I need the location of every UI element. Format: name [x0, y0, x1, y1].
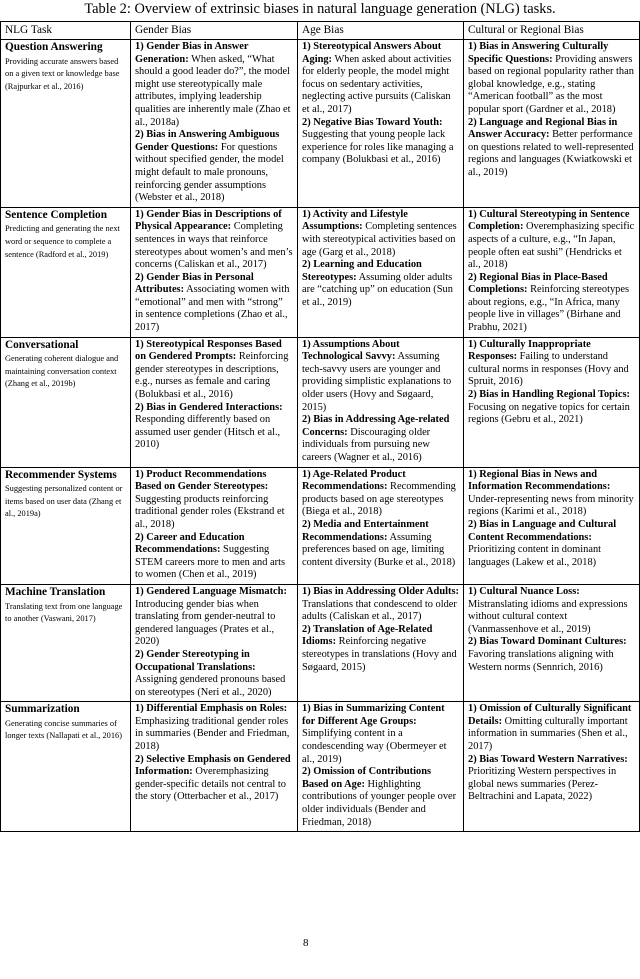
task-cell — [1, 584, 131, 701]
bias-entry — [302, 41, 459, 117]
bias-entry-label: 2) Regional Bias in Place-Based Completions: — [468, 271, 608, 296]
bias-entry-label: 2) Gender Stereotyping in Occupational Translations: — [135, 648, 256, 673]
bias-entry — [302, 209, 459, 259]
bias-entry-label: 2) Bias Toward Dominant Cultures: — [468, 636, 627, 648]
bias-entry-text: Overemphasizing specific aspects of a culture, e.g., “In Japan, people often eat sushi” (Hendricks et al., 2018) — [468, 221, 635, 271]
table-row — [1, 467, 640, 584]
bias-entry-label: 2) Gender Bias in Personal Attributes: — [135, 271, 254, 296]
task-description: Suggesting personalized content or items based on user data (Zhang et al., 2019a) — [5, 484, 123, 519]
bias-entry — [302, 414, 459, 464]
bias-entry-label: 2) Bias Toward Western Narratives: — [468, 753, 628, 765]
task-title: Recommender Systems — [5, 468, 117, 481]
bias-entry — [302, 519, 459, 569]
bias-entry-text: Better performance on questions related to well-represented regions and languages (Kwiatkowski et al., 2019) — [468, 129, 634, 178]
bias-entry-text: When asked, “What should a good leader do?”, the model might use stereotypically male attributes, implying leadership qualities are inherently male (Zhao et al., 2018a) — [135, 53, 291, 128]
bias-entry — [135, 586, 293, 649]
bias-entry-text: Assuming tech-savvy users are younger and providing simplistic explanations to older users (Hovy and Søgaard, 2015) — [302, 351, 452, 413]
bias-entry-label: 2) Omission of Contributions Based on Age: — [302, 766, 432, 790]
gender-bias-cell — [131, 584, 298, 701]
table-row — [1, 40, 640, 208]
bias-entry-text: Assigning gendered pronouns based on stereotypes (Neri et al., 2020) — [135, 674, 286, 698]
task-description: Providing accurate answers based on a given text or knowledge base (Rajpurkar et al., 2016) — [5, 56, 120, 91]
bias-entry — [135, 703, 293, 753]
bias-entry-text: Reinforcing stereotypes about regions, e.g., “In Africa, many people live in villages” (Birhane and Prabhu, 2021) — [468, 284, 630, 334]
bias-entry-label: 2) Negative Bias Toward Youth: — [302, 116, 443, 128]
bias-entry-text: Assuming preferences based on age, limiting content diversity (Burke et al., 2018) — [302, 531, 456, 568]
bias-entry — [468, 754, 635, 804]
table-row — [1, 702, 640, 832]
table-body — [1, 40, 640, 832]
bias-entry-text: Discouraging older individuals from pursuing new careers (Wagner et al., 2016) — [302, 426, 431, 463]
bias-entry — [135, 402, 293, 452]
bias-entry — [468, 41, 635, 117]
bias-entry-label: 1) Stereotypical Answers About Aging: — [302, 41, 442, 65]
gender-bias-cell — [131, 40, 298, 208]
gender-bias-cell — [131, 337, 298, 467]
task-title: Summarization — [5, 703, 80, 716]
bias-entry-text: Suggesting STEM careers more to men and arts to women (Chen et al., 2019) — [135, 544, 286, 581]
gender-bias-cell — [131, 467, 298, 584]
bias-entry — [135, 41, 293, 129]
bias-entry — [135, 339, 293, 402]
gender-bias-cell — [131, 702, 298, 832]
bias-entry — [302, 259, 459, 309]
bias-entry — [468, 469, 635, 519]
bias-entry-label: 2) Language and Regional Bias in Answer Accuracy: — [468, 116, 618, 141]
bias-entry-text: Highlighting contributions of younger people over older individuals (Bender and Friedman, 2018) — [302, 778, 457, 828]
bias-entry-label: 2) Learning and Education Stereotypes: — [302, 259, 422, 283]
bias-entry-label: 2) Career and Education Recommendations: — [135, 531, 245, 556]
table-row — [1, 584, 640, 701]
bias-entry — [468, 519, 635, 569]
bias-entry — [135, 754, 293, 804]
bias-entry-text: Under-representing news from minority regions (Karimi et al., 2018) — [468, 493, 634, 518]
bias-entry — [468, 703, 635, 753]
task-cell — [1, 337, 131, 467]
bias-entry-text: Providing answers based on regional popularity rather than global knowledge, e.g., stating “American football” as the most popular sport (Gardner et al., 2018) — [468, 53, 634, 115]
bias-entry-label: 1) Culturally Inappropriate Responses: — [468, 338, 591, 363]
bias-entry-text: Simplifying content in a condescending way (Obermeyer et al., 2019) — [302, 728, 447, 765]
bias-entry-text: Reinforcing gender stereotypes in descriptions, e.g., nurses as female and caring (Bolukbasi et al., 2016) — [135, 351, 289, 401]
bias-entry-label: 1) Differential Emphasis on Roles: — [135, 703, 288, 715]
bias-entry-text: Suggesting that young people lack experience for roles like managing a company (Bolukbasi et al., 2016) — [302, 129, 454, 166]
table-header-row — [1, 22, 640, 40]
bias-entry — [302, 339, 459, 415]
bias-entry — [468, 209, 635, 272]
bias-entry-text: Omitting culturally important information in summaries (Shen et al., 2017) — [468, 715, 628, 753]
bias-entry-text: Overemphasizing gender-specific details not central to the story (Otterbacher et al., 2017) — [135, 766, 286, 803]
bias-entry-label: 1) Bias in Summarizing Content for Different Age Groups: — [302, 703, 445, 727]
bias-entry-label: 2) Selective Emphasis on Gendered Information: — [135, 753, 291, 778]
task-cell — [1, 40, 131, 208]
bias-entry — [468, 586, 635, 636]
task-title: Machine Translation — [5, 585, 106, 598]
bias-entry-label: 1) Product Recommendations Based on Gender Stereotypes: — [135, 468, 269, 493]
bias-overview-table — [0, 21, 640, 832]
bias-entry-label: 2) Media and Entertainment Recommendations: — [302, 518, 429, 543]
bias-entry-text: Associating women with “emotional” and men with “strong” in sentence completions (Zhao et al., 2017) — [135, 284, 290, 334]
bias-entry — [302, 469, 459, 519]
task-description: Translating text from one language to another (Vaswani, 2017) — [5, 601, 123, 624]
bias-entry-text: Prioritizing Western perspectives in global news summaries (Perez-Beltrachini and Lapata, 2022) — [468, 766, 617, 803]
task-cell — [1, 207, 131, 337]
bias-entry — [468, 339, 635, 389]
bias-entry-text: Reinforcing negative stereotypes in translations (Hovy and Søgaard, 2015) — [302, 636, 457, 673]
bias-entry — [468, 389, 635, 427]
bias-entry-label: 1) Stereotypical Responses Based on Gendered Prompts: — [135, 338, 282, 363]
task-description: Generating concise summaries of longer texts (Nallapati et al., 2016) — [5, 718, 122, 741]
bias-entry — [468, 636, 635, 674]
bias-entry-label: 1) Activity and Lifestyle Assumptions: — [302, 208, 408, 233]
page-number: 8 — [303, 937, 309, 949]
bias-entry-text: Translations that condescend to older adults (Caliskan et al., 2017) — [302, 598, 457, 623]
bias-entry-text: Introducing gender bias when translating from gender-neutral to gendered languages (Prates et al., 2020) — [135, 598, 276, 648]
task-description: Generating coherent dialogue and maintaining conversation context (Zhang et al., 2019b) — [5, 354, 119, 389]
bias-entry-label: 1) Bias in Addressing Older Adults: — [302, 585, 459, 597]
bias-entry-label: 1) Gender Bias in Answer Generation: — [135, 41, 249, 65]
bias-entry — [302, 766, 459, 829]
table-caption: Table 2: Overview of extrinsic biases in natural language generation (NLG) tasks. — [84, 1, 556, 17]
age-bias-cell — [298, 584, 464, 701]
bias-entry-text: Completing sentences in ways that reinforce stereotypes about women’s and men’s concerns (Caliskan et al., 2017) — [135, 221, 293, 271]
task-cell — [1, 702, 131, 832]
bias-entry-label: 2) Bias in Answering Ambiguous Gender Questions: — [135, 129, 280, 153]
task-title: Question Answering — [5, 41, 103, 53]
bias-entry-text: Mistranslating idioms and expressions without cultural context (Vanmassenhove et al., 2019) — [468, 598, 628, 635]
bias-entry — [302, 117, 459, 167]
bias-entry-label: 1) Cultural Nuance Loss: — [468, 585, 580, 597]
bias-entry — [135, 272, 293, 335]
gender-bias-cell — [131, 207, 298, 337]
column-header-nlg-task: NLG Task — [1, 22, 131, 40]
age-bias-cell — [298, 702, 464, 832]
bias-entry-label: 1) Cultural Stereotyping in Sentence Completion: — [468, 208, 630, 233]
age-bias-cell — [298, 207, 464, 337]
cultural-bias-cell — [464, 702, 640, 832]
bias-entry-label: 2) Bias in Addressing Age-related Concerns: — [302, 414, 450, 438]
column-header-age-bias: Age Bias — [298, 22, 464, 40]
bias-entry-text: Failing to understand cultural norms in responses (Hovy and Spruit, 2016) — [468, 351, 629, 388]
bias-entry-label: 2) Bias in Language and Cultural Content Recommendations: — [468, 518, 617, 543]
bias-entry-label: 2) Bias in Gendered Interactions: — [135, 401, 283, 413]
bias-entry-text: When asked about activities for elderly people, the model might focus on sedentary activities, neglecting active pursuits (Caliskan et al., 2017) — [302, 53, 452, 115]
bias-entry-text: Responding differently based on assumed user gender (Hitsch et al., 2010) — [135, 414, 281, 451]
cultural-bias-cell — [464, 40, 640, 208]
column-header-cultural-bias: Cultural or Regional Bias — [464, 22, 640, 40]
bias-entry-text: Favoring translations aligning with Western norms (Sennrich, 2016) — [468, 648, 614, 673]
task-title: Sentence Completion — [5, 208, 107, 221]
bias-entry — [468, 272, 635, 335]
bias-entry-label: 1) Gender Bias in Descriptions of Physical Appearance: — [135, 208, 282, 233]
table-row — [1, 207, 640, 337]
bias-entry-label: 1) Assumptions About Technological Savvy: — [302, 338, 400, 363]
task-title: Conversational — [5, 338, 79, 351]
age-bias-cell — [298, 337, 464, 467]
bias-entry — [302, 703, 459, 766]
bias-entry — [135, 649, 293, 699]
task-cell — [1, 467, 131, 584]
task-description: Predicting and generating the next word or sequence to complete a sentence (Radford et al., 2019) — [5, 224, 120, 259]
bias-entry-text: Emphasizing traditional gender roles in summaries (Bender and Friedman, 2018) — [135, 715, 290, 753]
bias-entry-text: Assuming older adults are “catching up” on education (Sun et al., 2019) — [302, 271, 453, 308]
bias-entry-label: 1) Gendered Language Mismatch: — [135, 585, 287, 597]
cultural-bias-cell — [464, 584, 640, 701]
age-bias-cell — [298, 40, 464, 208]
bias-entry — [302, 586, 459, 624]
age-bias-cell — [298, 467, 464, 584]
bias-entry — [302, 624, 459, 674]
bias-entry-label: 2) Bias in Handling Regional Topics: — [468, 389, 630, 401]
bias-entry-label: 1) Omission of Culturally Significant Details: — [468, 703, 632, 727]
bias-entry — [468, 117, 635, 180]
bias-entry-label: 1) Age-Related Product Recommendations: — [302, 468, 406, 493]
cultural-bias-cell — [464, 207, 640, 337]
cultural-bias-cell — [464, 337, 640, 467]
bias-entry-label: 2) Translation of Age-Related Idioms: — [302, 623, 433, 648]
bias-entry-text: Focusing on negative topics for certain regions (Gebru et al., 2021) — [468, 401, 630, 426]
column-header-gender-bias: Gender Bias — [131, 22, 298, 40]
bias-entry — [135, 129, 293, 205]
bias-entry — [135, 209, 293, 272]
bias-entry — [135, 532, 293, 582]
bias-entry-label: 1) Bias in Answering Culturally Specific Questions: — [468, 41, 609, 65]
bias-entry — [135, 469, 293, 532]
bias-entry-text: Prioritizing content in dominant languages (Lakew et al., 2018) — [468, 544, 602, 568]
bias-entry-text: Completing sentences with stereotypical activities based on age (Garg et al., 2018) — [302, 221, 457, 258]
bias-entry-text: For questions without specified gender, the model might default to male pronouns, reinforcing gender assumptions (Webster et al., 2018) — [135, 141, 284, 204]
cultural-bias-cell — [464, 467, 640, 584]
bias-entry-text: Suggesting products reinforcing traditional gender roles (Ekstrand et al., 2018) — [135, 493, 285, 530]
bias-entry-label: 1) Regional Bias in News and Information Recommendations: — [468, 468, 611, 493]
bias-entry-text: Recommending products based on age stereotypes (Biega et al., 2018) — [302, 481, 456, 518]
table-row — [1, 337, 640, 467]
